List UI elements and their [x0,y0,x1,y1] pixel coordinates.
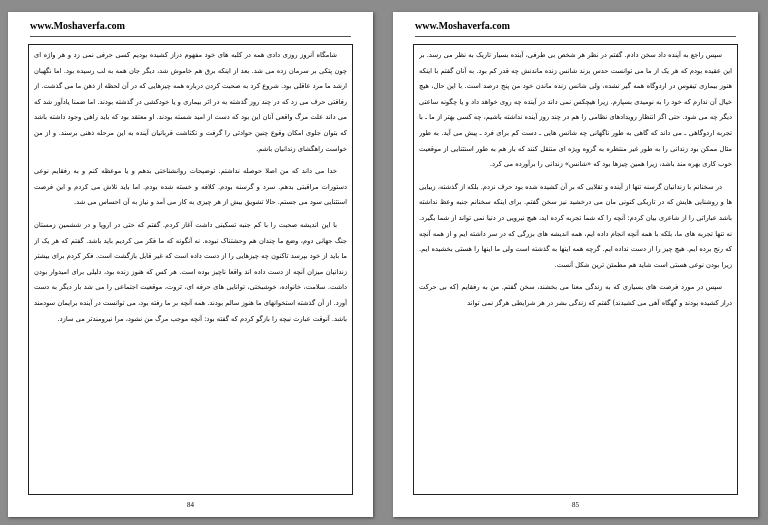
right-page [393,12,758,517]
paragraph: سپس راجع به آینده داد سخن دادم. گفتم در نظر هر شخص بی طرفی، آینده بسیار تاریک به نظر می رسد. بر این عقیده بودم که هر یک از ما می توانست حدس بزند شانس زنده ماندنش چه قدر کم بود. به آنان گفتم با اینکه هنوز بیماری تیفوس در اردوگاه همه گیر نشده، ولی شانس زنده ماندن خود من پنج درصد است. با این حال، هیچ خیال آن ندارم که خود را به نومیدی بسپارم. زیرا هیچکس نمی داند در آینده چه روی خواهد داد و یا چگونه ساعتی دیگر چه می شود. حتی اگر انتظار رویدادهای نظامی را هم در چند روز آینده نداشته باشیم، چه کسی بهتر از ما ـ با تجربه اردوگاهی ـ می داند که گاهی به طور ناگهانی چه شانس هایی ـ دست کم برای فرد ـ پیش می آید. به طور مثال ممکن بود زندانی را به طور غیر منتظره به گروه ویژه ای منتقل کنند که بار هم به طور استثنایی از موقعیت خوب کاری بهره مند باشد، زیرا همین چیزها بود که «شانس» زندانی را برآورده می کرد. [419,51,732,169]
page-header-url[interactable]: www.Moshaverfa.com [415,21,510,32]
paragraph: خدا می داند که من اصلا حوصله نداشتم. توضیحات روانشناختی بدهم و یا موعظه کنم و به رفقایم نوعی دستورات مراقبتی بدهم. سرد و گرسنه بودم. کلافه و خسته شده بودم. اما باید تلاش می کردم و این فرصت استثنایی سود می جستم. حالا تشویق بیش از هر چیزی به کار می آمد و نیاز به آن احساس می شد. [34,167,347,207]
header-divider [30,36,351,37]
page-number: 85 [572,501,579,509]
left-page [8,12,373,517]
page-body-text [34,48,347,492]
page-number: 84 [187,501,194,509]
paragraph: سپس در مورد فرصت های بسیاری که به زندگی معنا می بخشند، سخن گفتم. من به رفقایم (که بی حرکت دراز کشیده بودند و گهگاه آهی می کشیدند) گفتم که زندگی بشر در هر شرایطی هرگز نمی تواند [419,283,732,307]
paragraph: شامگاه آنروز روزی دادی همه در کلبه های خود مفهوم دراز کشیده بودیم کسی حرفی نمی زد و هر واژه ای چون پتکی بر سرمان زده می شد. بعد از اینکه برق هم خاموش شد، دیگر جان همه به لب رسیده بود. اما نگهبان ارشد ما مرد عاقلی بود. شروع کرد به صحبت کردن درباره همه چیزهایی که در آن لحظه از ذهن ما می گذشت. از رفاقتی حرف می زد که در چند روز گذشته به در اثر بیماری و یا خودکشی در گذشته بودند. اما ضمنا یادآور شد که می داند علت مرگ واقعی آنان این بود که دست از امید شسته بودند. او معتقد بود که باید راهی وجود داشته باشد که بتوان جلوی امکان وقوع چنین حوادثی را گرفت و تکتاشت قربانیان آینده به این مرحله ذهنی برسند. و از من خواست راهگشای زندانیان باشم. [34,51,347,153]
page-header-url[interactable]: www.Moshaverfa.com [30,21,125,32]
paragraph: در سخنانم با زندانیان گرسنه تنها از آینده و تقلایی که بر آن کشیده شده بود حرف نزدم. بلکه از گذشته، زیبایی ها و روشنایی هایش که در تاریکی کنونی مان می درخشید نیز سخن گفتم. برای اینکه سخنانم جنبه وعظ نداشته باشد عباراتی را از شاعری بیان کردم: آنچه را که شما تجربه کرده اید، هیچ نیرویی در دنیا نمی تواند از شما بگیرد. نه تنها تجربه های ما، بلکه با همه آنچه انجام داده ایم، همه اندیشه های بزرگی که در سر داشته ایم و از همه آنچه که رنج برده ایم. هیچ چیز را از دست نداده ایم. گرچه همه اینها به گذشته است ولی ما اینها را هستی بخشیده ایم. زیرا بودن نوعی هستی است شاید هم مطمئن ترین شکل آنست. [419,182,732,269]
header-divider [415,36,736,37]
paragraph: با این اندیشه صحبت را با کم جنبه تسکینی داشت آغاز کردم. گفتم که حتی در اروپا و در ششمین زمستان جنگ جهانی دوم، وضع ما چندان هم وحشتناک نبوده. نه آنگونه که ما فکر می کردیم باید باشد. گفتم که هر یک از ما باید از خود بپرسد تاکنون چه چیزهایی را از دست داده است که غیر قابل بازگشت است. فکر کردم برای بیشتر زندانیان میزان آنچه از دست داده اند واقعا ناچیز بوده است. هر کس که هنوز زنده بود، دلیلی برای امیدوار بودن داشت. سلامت، خانواده، خوشبختی، توانایی های حرفه ای، ثروت، موقعیت اجتماعی را می شد بار دیگر به دست آورد. از آن گذشته استخوانهای ما هنوز سالم بودند. همه آنچه بر ما رفته بود، می توانست در آینده برایمان سودمند باشد. آنوقت عبارت نیچه را بازگو کردم که گفته بود: آنچه موجب مرگ من نشود، مرا نیرومندتر می سازد. [34,220,347,323]
text-frame [413,44,738,495]
text-frame [28,44,353,495]
page-body-text [419,48,732,492]
